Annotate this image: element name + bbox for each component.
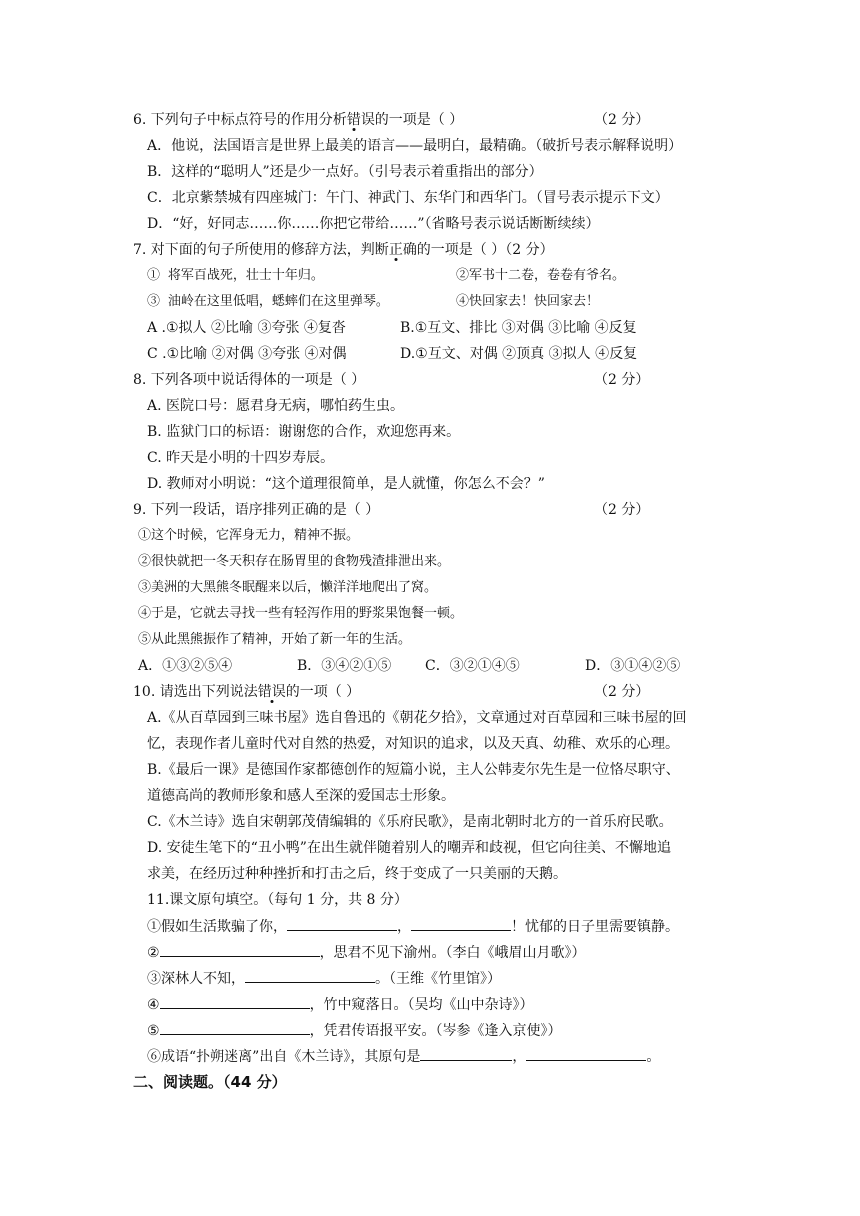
answer-blank[interactable]	[160, 1020, 310, 1035]
q8-option-a: A. 医院口号：愿君身无病，哪怕药生虫。	[147, 398, 405, 414]
q8-option-c: C. 昨天是小明的十四岁寿辰。	[147, 450, 335, 466]
answer-blank[interactable]	[245, 968, 375, 983]
q10-score: （2 分）	[594, 684, 650, 700]
q9-stem: 9. 下列一段话，语序排列正确的是（ ）	[133, 502, 380, 518]
q8-score: （2 分）	[594, 372, 650, 388]
q10-line-5: C.《木兰诗》选自宋朝郭茂倩编辑的《乐府民歌》，是南北朝时北方的一首乐府民歌。	[147, 814, 673, 830]
q9-sentence-2: ②很快就把一冬天积存在肠胃里的食物残渣排泄出来。	[138, 554, 451, 569]
q11-item-3: ③深林人不知， 。（王维《竹里馆》）	[147, 968, 501, 989]
q11-item-6: ⑥成语“扑朔迷离”出自《木兰诗》，其原句是 ， 。	[147, 1046, 660, 1067]
q7-option-c: C .①比喻 ②对偶 ③夸张 ④对偶	[147, 346, 347, 362]
answer-blank[interactable]	[526, 1046, 646, 1061]
q7-option-a: A .①拟人 ②比喻 ③夸张 ④复沓	[147, 320, 346, 336]
q6-option-d: D．“好，好同志……你……你把它带给……”（省略号表示说话断断续续）	[147, 216, 600, 232]
q11-item-1: ①假如生活欺骗了你， ， ！忧郁的日子里需要镇静。	[147, 916, 679, 937]
q9-option-d: D．③①④②⑤	[585, 658, 681, 674]
q7-option-d: D.①互文、对偶 ②顶真 ③拟人 ④反复	[400, 346, 638, 362]
q6-option-c: C．北京紫禁城有四座城门：午门、神武门、东华门和西华门。（冒号表示提示下文）	[147, 190, 669, 206]
q7-option-b: B.①互文、排比 ③对偶 ③比喻 ④反复	[400, 320, 637, 336]
q9-score: （2 分）	[594, 502, 650, 518]
q7-sentence-2: ②军书十二卷，卷卷有爷名。	[456, 268, 626, 283]
q9-sentence-4: ④于是，它就去寻找一些有轻泻作用的野浆果饱餐一顿。	[138, 606, 464, 621]
q6-score: （2 分）	[594, 112, 650, 128]
q9-option-b: B．③④②①⑤	[297, 658, 392, 674]
q9-sentence-3: ③美洲的大黑熊冬眠醒来以后，懒洋洋地爬出了窝。	[138, 580, 438, 595]
q9-option-c: C．③②①④⑤	[425, 658, 520, 674]
q7-sentence-4: ④快回家去！快回家去！	[456, 294, 600, 309]
q6-option-a: A．他说，法国语言是世界上最美的语言——最明白，最精确。（破折号表示解释说明）	[147, 138, 683, 154]
q8-option-b: B. 监狱门口的标语：谢谢您的合作，欢迎您再来。	[147, 424, 461, 440]
q11-item-5: ⑤ ，凭君传语报平安。（岑参《逢入京使》）	[147, 1020, 562, 1041]
q10-line-1: A.《从百草园到三味书屋》选自鲁迅的《朝花夕拾》，文章通过对百草园和三味书屋的回	[147, 710, 687, 726]
q11-stem: 11.课文原句填空。（每句 1 分，共 8 分）	[147, 892, 408, 908]
q9-sentence-5: ⑤从此黑熊振作了精神，开始了新一年的生活。	[138, 632, 412, 647]
q7-sentence-1: ① 将军百战死，壮士十年归。	[147, 268, 324, 283]
q8-stem: 8. 下列各项中说话得体的一项是（ ）	[133, 372, 366, 388]
q10-stem: 10. 请选出下列说法错误的一项（ ）	[133, 684, 361, 700]
answer-blank[interactable]	[287, 916, 397, 931]
q7-stem: 7. 对下面的句子所使用的修辞方法，判断正确的一项是（ ）（2 分）	[133, 242, 554, 258]
q10-line-6: D. 安徒生笔下的“丑小鸭”在出生就伴随着别人的嘲弄和歧视，但它向往美、不懈地追	[147, 840, 671, 856]
q9-sentence-1: ①这个时候，它浑身无力，精神不振。	[138, 528, 360, 543]
q11-item-2: ② ，思君不见下渝州。（李白《峨眉山月歌》）	[147, 942, 586, 963]
answer-blank[interactable]	[160, 994, 310, 1009]
answer-blank[interactable]	[420, 1046, 512, 1061]
answer-blank[interactable]	[160, 942, 320, 957]
q6-option-b: B．这样的“聪明人”还是少一点好。（引号表示着重指出的部分）	[147, 164, 543, 180]
q9-option-a: A．①③②⑤④	[138, 658, 233, 674]
q10-line-4: 道德高尚的教师形象和感人至深的爱国志士形象。	[147, 788, 455, 804]
answer-blank[interactable]	[411, 916, 511, 931]
q10-line-2: 忆，表现作者儿童时代对自然的热爱，对知识的追求，以及天真、幼稚、欢乐的心理。	[147, 736, 679, 752]
q10-line-7: 求美，在经历过种种挫折和打击之后，终于变成了一只美丽的天鹅。	[147, 866, 567, 882]
q11-item-4: ④ ，竹中窥落日。（吴均《山中杂诗》）	[147, 994, 534, 1015]
q10-line-3: B.《最后一课》是德国作家都德创作的短篇小说，主人公韩麦尔先生是一位恪尽职守、	[147, 762, 680, 778]
q7-sentence-3: ③ 油岭在这里低唱，蟋蟀们在这里弹琴。	[147, 294, 389, 309]
q8-option-d: D. 教师对小明说：“这个道理很简单，是人就懂，你怎么不会？”	[147, 476, 545, 492]
q6-stem: 6. 下列句子中标点符号的作用分析错误的一项是（ ）	[133, 112, 464, 128]
section-heading: 二、阅读题。（44 分）	[133, 1073, 287, 1091]
